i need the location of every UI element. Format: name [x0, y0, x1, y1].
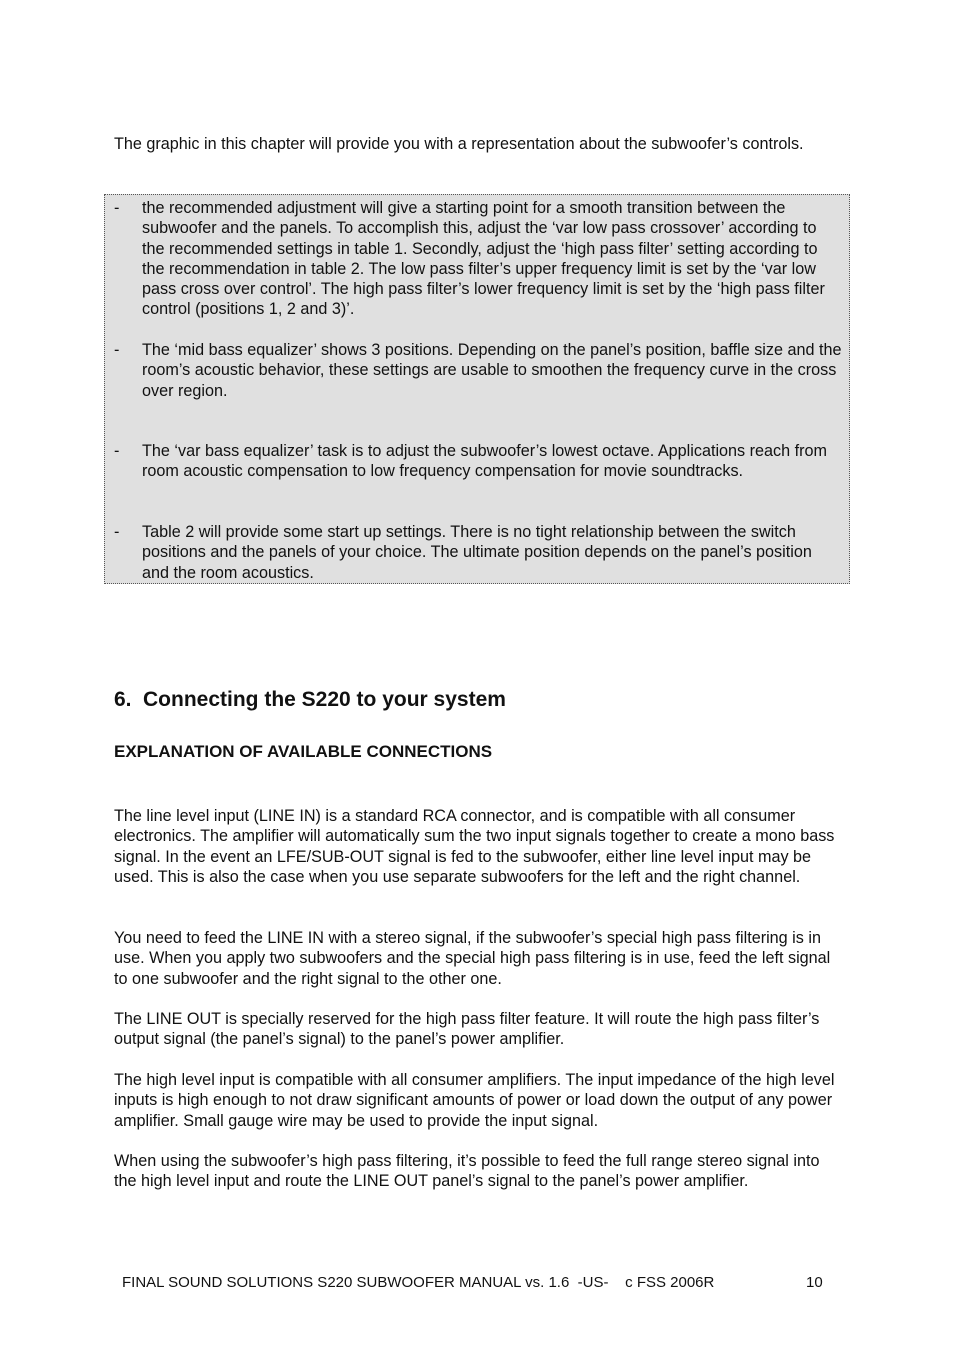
- body-paragraph: When using the subwoofer’s high pass filtering, it’s possible to feed the full range stereo signal into the high level input and route the LINE OUT panel’s signal to the panel’s power amplifier.: [114, 1152, 820, 1191]
- box-list-item-text: The ‘mid bass equalizer’ shows 3 positions. Depending on the panel’s position, baffle size and the room’s acoustic behavior, these settings are usable to smoothen the frequency curve in the cross over region.: [142, 341, 842, 400]
- controls-notes-box: [104, 194, 850, 584]
- box-list-item-text: the recommended adjustment will give a starting point for a smooth transition between the subwoofer and the panels. To accomplish this, adjust the ‘var low pass crossover’ according to the recommended settings in table 1. Secondly, adjust the ‘high pass filter’ setting according to the recommendation in table 2. The low pass filter’s upper frequency limit is set by the ‘var low pass cross over control’. The high pass filter’s lower frequency limit is set by the ‘high pass filter control (positions 1, 2 and 3)’.: [142, 199, 825, 319]
- subsection-heading: EXPLANATION OF AVAILABLE CONNECTIONS: [114, 742, 493, 761]
- section-number: 6.: [114, 688, 132, 711]
- bullet-dash: -: [114, 341, 120, 359]
- body-paragraph: The LINE OUT is specially reserved for the high pass filter feature. It will route the high pass filter’s output signal (the panel’s signal) to the panel’s power amplifier.: [114, 1010, 820, 1049]
- body-paragraph: The high level input is compatible with all consumer amplifiers. The input impedance of the high level inputs is high enough to not draw significant amounts of power or load down the output of any power amplifier. Small gauge wire may be used to provide the input signal.: [114, 1071, 835, 1130]
- box-list-item-text: Table 2 will provide some start up settings. There is no tight relationship between the switch positions and the panels of your choice. The ultimate position depends on the panel’s position and the room acoustics.: [142, 523, 812, 582]
- intro-paragraph: The graphic in this chapter will provide you with a representation about the subwoofer’s controls.: [114, 135, 804, 153]
- bullet-dash: -: [114, 199, 120, 217]
- box-list-item-text: The ‘var bass equalizer’ task is to adjust the subwoofer’s lowest octave. Applications reach from room acoustic compensation to low frequency compensation for movie soundtracks.: [142, 442, 828, 481]
- section-title: Connecting the S220 to your system: [143, 688, 506, 711]
- footer-text: FINAL SOUND SOLUTIONS S220 SUBWOOFER MANUAL vs. 1.6 -US- c FSS 2006R: [122, 1274, 715, 1291]
- body-paragraph: The line level input (LINE IN) is a standard RCA connector, and is compatible with all consumer electronics. The amplifier will automatically sum the two input signals together to create a mono bass signal. In the event an LFE/SUB-OUT signal is fed to the subwoofer, either line level input may be used. This is also the case when you use separate subwoofers for the left and the right channel.: [114, 807, 835, 886]
- bullet-dash: -: [114, 523, 120, 541]
- body-paragraph: You need to feed the LINE IN with a stereo signal, if the subwoofer’s special high pass filtering is in use. When you apply two subwoofers and the special high pass filtering is in use, feed the left signal to one subwoofer and the right signal to the other one.: [114, 929, 831, 988]
- section-heading: [114, 688, 506, 712]
- bullet-dash: -: [114, 442, 120, 460]
- page-number: 10: [806, 1274, 823, 1291]
